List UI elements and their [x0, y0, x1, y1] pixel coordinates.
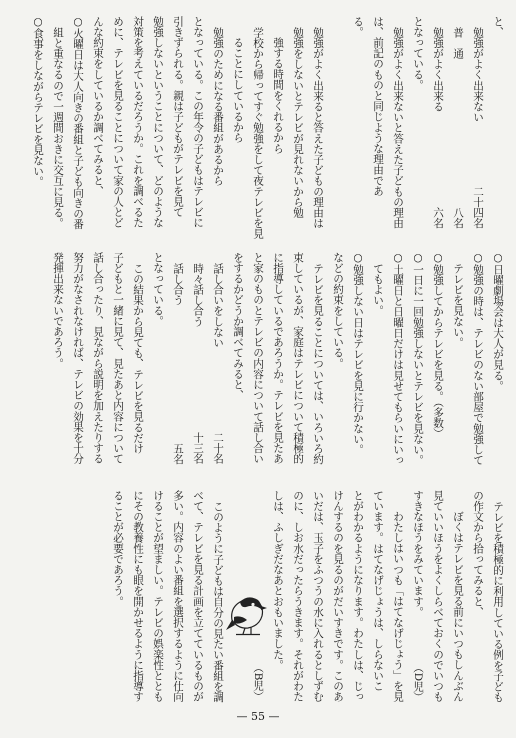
- text-column: に指導しているであろうか。テレビを見たあ: [272, 252, 284, 464]
- text-column: をするかどうか調べてみると、: [232, 252, 244, 401]
- text-column: る。: [352, 16, 364, 38]
- text-column: んな約束をしているか調べてみると、: [92, 16, 104, 197]
- survey-label: 時々話し合う: [192, 262, 204, 327]
- quote-column: ぼくはテレビを見る前にいつもしんぶん: [452, 511, 464, 702]
- text-column: ○食事をしながらテレビを見ない。: [32, 16, 44, 187]
- text-column: ○勉強の時は、テレビのない部屋で勉強して: [472, 252, 484, 466]
- text-column: の作文から拾ってみると、: [472, 490, 484, 618]
- text-column: となっている。: [152, 252, 164, 327]
- text-column: ○日曜劇場会は大人が見る。: [492, 252, 504, 392]
- quote-column: のに、しお水だったらうきます。それがわた: [292, 490, 304, 702]
- text-column: 勉強しないということについて、どのような: [152, 16, 164, 228]
- quote-row: [412, 490, 424, 702]
- survey-row: [472, 16, 484, 228]
- survey-count: 六名: [432, 206, 444, 228]
- text-column: 対策を考えているだろうか。これを調べるた: [132, 16, 144, 228]
- text-column: となっている。この年令の子どもはテレビに: [192, 16, 204, 228]
- survey-count: 八名: [452, 206, 464, 228]
- text-column: てもよい。: [372, 262, 384, 316]
- page-number: — 55 —: [236, 710, 280, 723]
- author-label: （D児）: [412, 661, 424, 702]
- text-column: と、: [492, 16, 504, 38]
- text-column: にその教養性にも眼を開かせるように指導す: [132, 490, 144, 702]
- text-column: 子どもと一緒に見て、見たあと内容について: [112, 252, 124, 464]
- text-column: 多い。内容のよい番組を選択するように仕向: [172, 490, 184, 702]
- survey-count: 二十四名: [472, 185, 484, 228]
- survey-label: 勉強がよく出来る: [432, 26, 444, 112]
- text-column: ○勉強してからテレビを見る。（多数）: [432, 252, 444, 439]
- text-column: 話し合ったり、見ながら説明を加えたりする: [92, 252, 104, 464]
- text-column: 強する時間をくれるから: [272, 37, 284, 154]
- text-column: ○土曜日と日曜日だけは見せてもらいにいっ: [392, 252, 404, 466]
- text-column: テレビを見ない。: [452, 262, 464, 348]
- top-tier: [0, 16, 516, 239]
- quote-column: すきなほうをみています。: [412, 490, 424, 618]
- survey-label: 話し合う: [172, 262, 184, 305]
- survey-row: [432, 16, 444, 228]
- quote-column: けんするのを見るのがだいすきです。このあ: [332, 490, 344, 702]
- text-column: 勉強のためになる番組があるから: [212, 26, 224, 186]
- text-column: めに、テレビを見ることについて家の人とど: [112, 16, 124, 228]
- quote-column: わたしはいつも「はてなげじょう」を見: [392, 511, 404, 702]
- survey-row: [212, 252, 224, 464]
- survey-label: 普 通: [452, 26, 464, 59]
- author-label: （B児）: [252, 662, 264, 702]
- text-column: 引きずられる。親は子どもがテレビを見て: [172, 16, 184, 218]
- survey-row: [192, 252, 204, 464]
- text-column: 組と重なるので一週間おきに交互に見る。: [52, 26, 64, 228]
- text-column: ○勉強しない日はテレビを見に行かない。: [352, 252, 364, 455]
- text-column: と家のものとテレビの内容について話し合い: [252, 252, 264, 464]
- survey-count: 十三名: [192, 432, 204, 464]
- survey-row: [452, 16, 464, 228]
- quote-column: ています。はてなげじょうは、しらないこ: [372, 490, 384, 692]
- text-column: べて、テレビを見る計画を立てているものが: [192, 490, 204, 702]
- text-column: 努力がなされなければ、テレビの効果を十分: [72, 252, 84, 464]
- survey-count: 二十名: [212, 432, 224, 464]
- survey-row: [172, 252, 184, 464]
- text-column: 束しているが、家庭はテレビについて積極的: [292, 252, 304, 464]
- text-column: 発揮出来ないであろう。: [52, 252, 64, 369]
- text-column: このように子どもは自分の見たい番組を調: [212, 500, 224, 702]
- quote-column: 見ていいほうをよくしらべておくのでいつも: [432, 490, 444, 702]
- text-column: テレビを積極的に利用している例を子ども: [492, 500, 504, 702]
- text-column: は、前記のものと同じような理由であ: [372, 16, 384, 197]
- quote-column: とがわかるようになります。わたしは、じっ: [352, 490, 364, 702]
- bird-icon: [226, 590, 268, 636]
- text-column: テレビを見ることについては、いろいろ約: [312, 262, 324, 464]
- text-column: ることにしているから: [232, 37, 244, 144]
- text-column: などの約束をしている。: [332, 252, 344, 369]
- survey-count: 五名: [172, 442, 184, 464]
- middle-tier: [0, 252, 516, 464]
- text-column: 勉強がよく出来ないと答えた子どもの理由: [392, 26, 404, 228]
- text-column: ることが必要であろう。: [112, 490, 124, 607]
- quote-column: しは、ふしぎだなあとおもいました。: [272, 490, 284, 671]
- text-column: となっている。: [412, 16, 424, 91]
- text-column: 勉強をしないとテレビが見れないから勉: [292, 26, 304, 218]
- survey-label: 勉強がよく出来ない: [472, 26, 484, 122]
- quote-column: いだは、玉子をふつうの水に入れるとしずむ: [312, 490, 324, 702]
- text-column: ○一日に一回勉強しないとテレビを見ない。: [412, 252, 424, 466]
- text-column: 勉強がよく出来ると答えた子どもの理由は: [312, 26, 324, 228]
- text-column: ○火曜日は大人向きの番組と子ども向きの番: [72, 16, 84, 230]
- survey-label: 話し合いをしない: [212, 262, 224, 348]
- text-column: この結果から見ても、テレビを見るだけ: [132, 262, 144, 454]
- text-column: けることが望ましい。テレビの娯楽性ととも: [152, 490, 164, 702]
- text-column: 学校から帰ってすぐ勉強をして夜テレビを見: [252, 26, 264, 239]
